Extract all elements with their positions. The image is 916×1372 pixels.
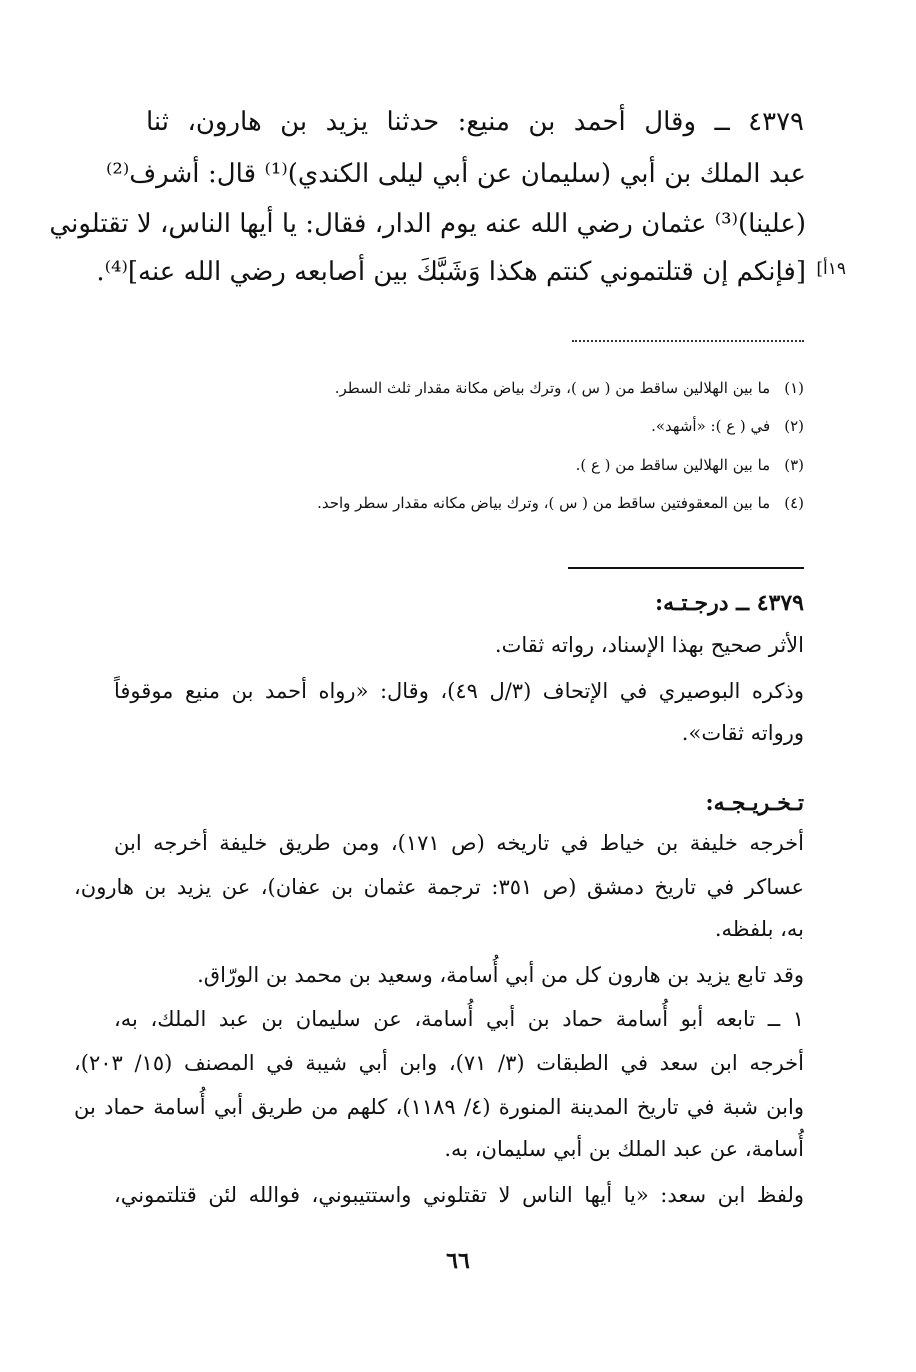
takhrij-heading: تـخـريـجـه: <box>705 790 804 816</box>
takhrij-line-5: ١ ــ تابعه أبو أُسامة حماد بن أبي أُسامة، عن سليمان بن عبد الملك، به، <box>114 1007 804 1031</box>
hadith-line-1: ٤٣٧٩ ــ وقال أحمد بن منيع: حدثنا يزيد بن هارون، ثنا <box>146 107 804 137</box>
takhrij-line-2: عساكر في تاريخ دمشق (ص ٣٥١: ترجمة عثمان بن عفان)، عن يزيد بن هارون، <box>74 875 804 899</box>
footnote-number: (١) <box>784 379 804 397</box>
takhrij-line-6: أخرجه ابن سعد في الطبقات (٣/ ٧١)، وابن أبي شيبة في المصنف (١٥/ ٢٠٣)، <box>74 1051 804 1075</box>
takhrij-line-9: ولفظ ابن سعد: «يا أيها الناس لا تقتلوني واستتيبوني، فوالله لئن قتلتموني، <box>114 1183 804 1207</box>
footnote-4 <box>204 493 804 513</box>
footnote-3 <box>204 455 804 475</box>
takhrij-line-8: أُسامة، عن عبد الملك بن أبي سليمان، به. <box>444 1137 804 1161</box>
footnote-separator <box>572 340 804 342</box>
takhrij-line-4: وقد تابع يزيد بن هارون كل من أبي أُسامة، وسعيد بن محمد بن الورّاق. <box>197 963 804 987</box>
hadith-line-2: عبد الملك بن أبي (سليمان عن أبي ليلى الكندي)⁽¹⁾ قال: أشرف⁽²⁾ <box>106 159 806 189</box>
grade-line-3: ورواته ثقات». <box>681 721 804 745</box>
takhrij-line-7: وابن شبة في تاريخ المدينة المنورة (٤/ ١١٨٩)، كلهم من طريق أبي أُسامة حماد بن <box>74 1095 804 1119</box>
takhrij-line-1: أخرجه خليفة بن خياط في تاريخه (ص ١٧١)، ومن طريق خليفة أخرجه ابن <box>114 831 804 855</box>
manuscript-folio-marker: ١٩أ] <box>816 259 846 279</box>
footnote-text: في ( ع ): «أشهد». <box>651 417 771 435</box>
footnote-2 <box>204 416 804 436</box>
footnote-text: ما بين المعقوفتين ساقط من ( س )، وترك بياض مكانه مقدار سطر واحد. <box>317 494 771 512</box>
commentary-separator <box>568 567 804 569</box>
hadith-line-3: (علينا)⁽³⁾ عثمان رضي الله عنه يوم الدار، فقال: يا أيها الناس، لا تقتلوني <box>49 209 806 239</box>
footnote-number: (٢) <box>784 417 804 435</box>
grade-line-2: وذكره البوصيري في الإتحاف (٣/ل ٤٩)، وقال: «رواه أحمد بن منيع موقوفاً <box>114 679 804 703</box>
footnote-number: (٤) <box>784 494 804 512</box>
footnote-text: ما بين الهلالين ساقط من ( ع ). <box>575 456 771 474</box>
footnote-text: ما بين الهلالين ساقط من ( س )، وترك بياض مكانة مقدار ثلث السطر. <box>334 379 771 397</box>
hadith-line-4: [فإنكم إن قتلتموني كنتم هكذا وَشَبَّكَ بين أصابعه رضي الله عنه]⁽⁴⁾. <box>96 257 806 287</box>
footnote-1 <box>204 378 804 398</box>
footnote-number: (٣) <box>784 456 804 474</box>
grade-heading: ٤٣٧٩ ــ درجـتـه: <box>655 590 804 616</box>
takhrij-line-3: به، بلفظه. <box>714 917 804 941</box>
grade-line-1: الأثر صحيح بهذا الإسناد، رواته ثقات. <box>494 633 804 657</box>
page-number: ٦٦ <box>446 1248 470 1274</box>
